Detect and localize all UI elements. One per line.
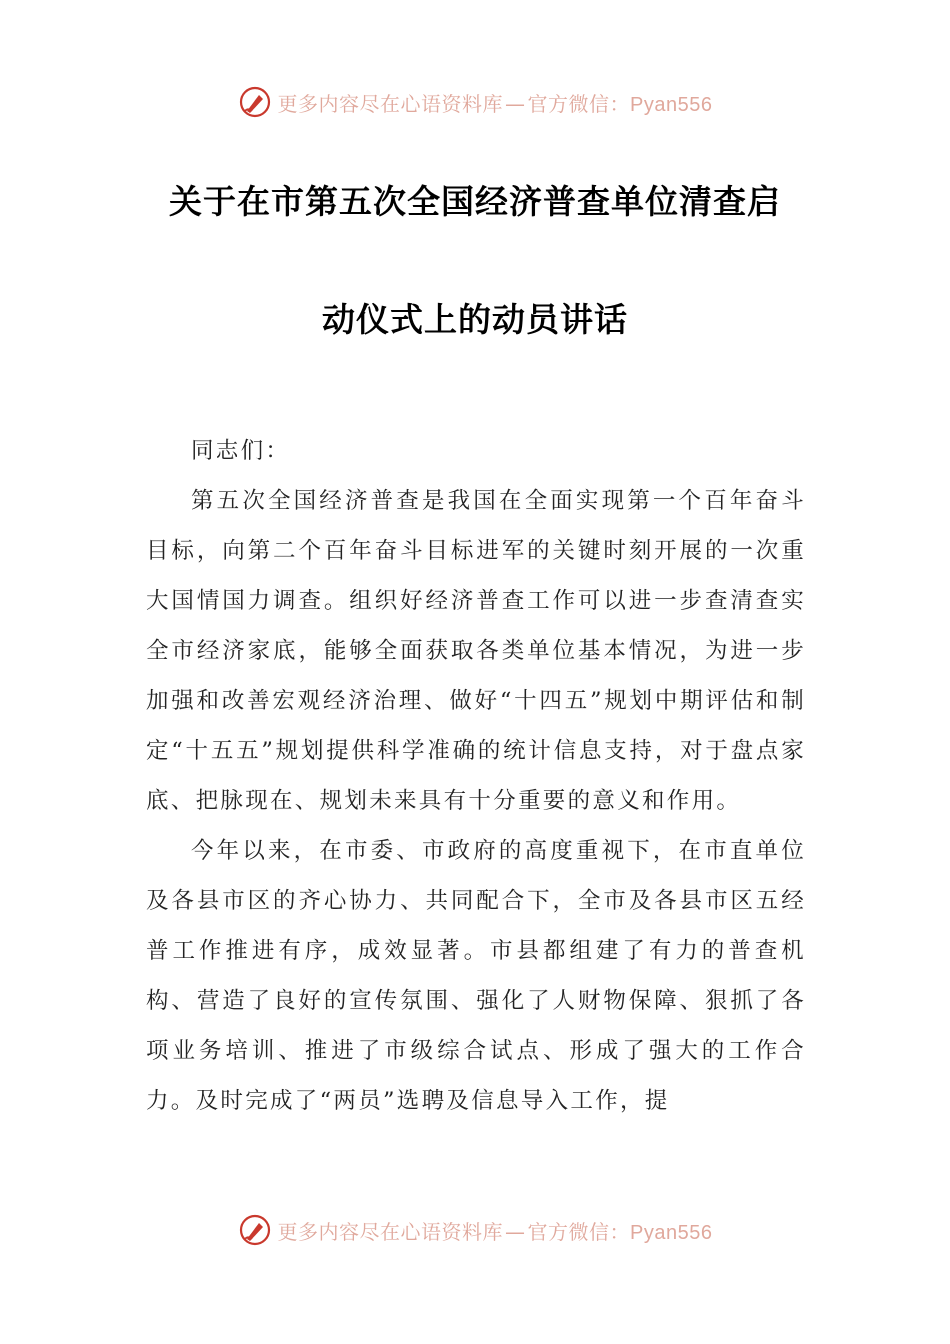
watermark-footer — [0, 1208, 950, 1252]
document-title-line-1: 关于在市第五次全国经济普查单位清查启 — [169, 182, 781, 221]
document-title-line-2: 动仪式上的动员讲话 — [322, 300, 628, 339]
watermark-text: 更多内容尽在心语资料库 — 官方微信：Pyan556 — [277, 1219, 713, 1244]
pen-nib-circle-icon — [238, 1213, 272, 1247]
paragraph-2: 今年以来，在市委、市政府的高度重视下，在市直单位及各县市区的齐心协力、共同配合下，全市及各县市区五经普工作推进有序，成效显著。市县都组建了有力的普查机构、营造了良好的宣传氛围、强化了人财物保障、狠抓了各项业务培训、推进了市级综合试点、形成了强大的工作合力。及时完成了“两员”选聘及信息导入工作，提 — [146, 838, 806, 1114]
watermark-text: 更多内容尽在心语资料库 — 官方微信：Pyan556 — [277, 91, 713, 116]
document-body — [146, 426, 806, 1126]
paragraph-1: 第五次全国经济普查是我国在全面实现第一个百年奋斗目标，向第二个百年奋斗目标进军的关键时刻开展的一次重大国情国力调查。组织好经济普查工作可以进一步查清查实全市经济家底，能够全面获取各类单位基本情况，为进一步加强和改善宏观经济治理、做好“十四五”规划中期评估和制定“十五五”规划提供科学准确的统计信息支持，对于盘点家底、把脉现在、规划未来具有十分重要的意义和作用。 — [146, 488, 806, 814]
watermark-header — [0, 80, 950, 124]
pen-nib-circle-icon — [238, 85, 272, 119]
salutation: 同志们： — [191, 438, 291, 464]
